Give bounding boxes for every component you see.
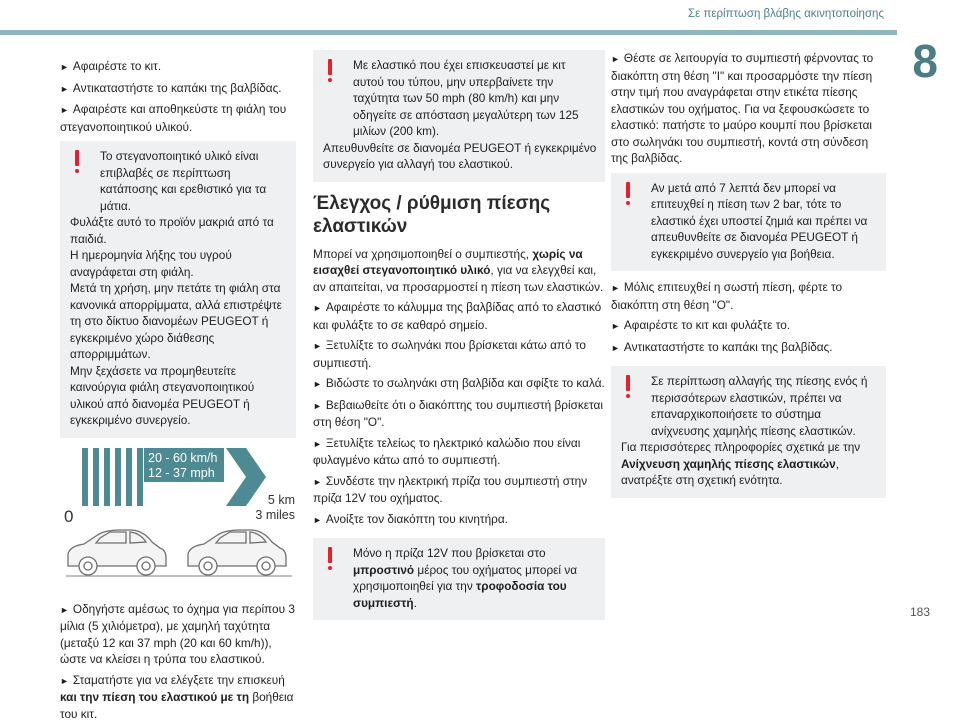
speed-mph-label: 12 - 37 mph bbox=[148, 465, 215, 480]
page-header-title: Σε περίπτωση βλάβης ακινητοποίησης bbox=[687, 8, 884, 20]
chevron-right-icon bbox=[226, 448, 266, 506]
arrow-right-icon: ► bbox=[313, 438, 322, 449]
step-item: ► Σταματήστε για να ελέγξετε την επισκευή και την πίεση του ελαστικού με τη βοήθεια του κιτ. bbox=[60, 672, 294, 721]
speed-kmh-label: 20 - 60 km/h bbox=[148, 450, 218, 465]
arrow-right-icon: ► bbox=[60, 604, 69, 615]
step-item: ► Αντικαταστήστε το καπάκι της βαλβίδας. bbox=[60, 80, 282, 95]
arrow-right-icon: ► bbox=[60, 675, 69, 686]
step-item: ► Ξετυλίξτε το σωληνάκι που βρίσκεται κάτω από το συμπιεστή. bbox=[313, 338, 586, 370]
distance-km-label: 5 km bbox=[267, 492, 295, 507]
drive-illustration bbox=[60, 446, 296, 591]
chapter-number: 8 bbox=[912, 35, 938, 87]
car-icon bbox=[68, 530, 166, 575]
step-item: ► Αφαιρέστε και αποθηκεύστε τη φιάλη του στεγανοποιητικού υλικού. bbox=[60, 102, 287, 134]
warning-box: Με ελαστικό που έχει επισκευαστεί με κιτ αυτού του τύπου, μην υπερβαίνετε την ταχύτητα των 50 mph (80 km/h) και μην οδηγείτε σε απόσταση μεγαλύτερη των 125 μιλίων (200 km). Απευθυνθείτε σε διανομέα PEUGEOT ή εγκεκριμένο συνεργείο για αλλαγή του ελαστικού. bbox=[313, 50, 605, 182]
arrow-right-icon: ► bbox=[313, 379, 322, 389]
section-title: Έλεγχος / ρύθμιση πίεσης ελαστικών bbox=[313, 192, 551, 237]
step-item: ► Θέστε σε λειτουργία το συμπιεστή φέρνοντας το διακόπτη στη θέση "I" και προσαρμόστε την πίεση στην τιμή που αναγράφεται στην ετικέτα πίεσης ελαστικών του οχήματος. Για να ξεφουσκώσετε το ελαστικό: πατήστε το μαύρο κουμπί που βρίσκεται στο σωληνάκι του συμπιεστή, κοντά στη σύνδεση της βαλβίδας. bbox=[611, 51, 874, 165]
speed-bar-icon bbox=[104, 448, 110, 506]
distance-miles-label: 3 miles bbox=[255, 507, 295, 522]
step-item: ► Αντικαταστήστε το καπάκι της βαλβίδας. bbox=[611, 339, 833, 354]
step-item: ► Αφαιρέστε το κιτ και φυλάξτε το. bbox=[611, 318, 791, 332]
speed-bar-icon bbox=[126, 448, 132, 506]
warning-box: Σε περίπτωση αλλαγής της πίεσης ενός ή περισσότερων ελαστικών, πρέπει να επαναρχικοποιήσετε το σύστημα ανίχνευσης χαμηλής πίεσης ελαστικών. Για περισσότερες πληροφορίες σχετικά με την Ανίχνευση χαμηλής πίεσης ελαστικών, ανατρέξτε στη σχετική ενότητα. bbox=[611, 366, 886, 498]
exclamation-icon bbox=[623, 182, 633, 206]
step-item: ► Μόλις επιτευχθεί η σωστή πίεση, φέρτε το διακόπτη στη θέση "O". bbox=[611, 280, 843, 312]
column-1 bbox=[60, 58, 296, 726]
step-item: ► Αφαιρέστε το κιτ. bbox=[60, 59, 162, 73]
exclamation-icon bbox=[325, 547, 335, 571]
warning-box: Αν μετά από 7 λεπτά δεν μπορεί να επιτευχθεί η πίεση των 2 bar, τότε το ελαστικό έχει υποστεί ζημιά και πρέπει να απευθυνθείτε σε διανομέα PEUGEOT ή εγκεκριμένο συνεργείο για βοήθεια. bbox=[611, 173, 886, 272]
step-item: ► Οδηγήστε αμέσως το όχημα για περίπου 3 μίλια (5 χιλιόμετρα), με χαμηλή ταχύτητα (μεταξύ 12 και 37 mph (20 και 60 km/h)), ώστε να κλείσει η τρύπα του ελαστικού. bbox=[60, 601, 295, 666]
step-item: ► Αφαιρέστε το κάλυμμα της βαλβίδας από το ελαστικό και φυλάξτε το σε καθαρό σημείο. bbox=[313, 300, 602, 332]
column-2 bbox=[313, 50, 605, 628]
intro-paragraph: Μπορεί να χρησιμοποιηθεί ο συμπιεστής, χωρίς να εισαχθεί στεγανοποιητικό υλικό, για να ελεγχθεί και, αν απαιτείται, να προσαρμοστεί η πίεση των ελαστικών. bbox=[313, 246, 604, 294]
start-distance-label: 0 bbox=[64, 506, 74, 526]
column-3 bbox=[611, 50, 886, 506]
page-number: 183 bbox=[909, 605, 930, 619]
exclamation-icon bbox=[325, 59, 335, 83]
arrow-right-icon: ► bbox=[313, 400, 322, 411]
arrow-right-icon: ► bbox=[313, 341, 322, 351]
exclamation-icon bbox=[623, 375, 633, 399]
step-item: ► Ανοίξτε τον διακόπτη του κινητήρα. bbox=[313, 511, 508, 526]
speed-bar-icon bbox=[82, 448, 88, 506]
car-icon bbox=[188, 530, 286, 575]
step-item: ► Ξετυλίξτε τελείως το ηλεκτρικό καλώδιο που είναι φυλαγμένο κάτω από το συμπιεστή. bbox=[313, 435, 581, 467]
warning-box: Μόνο η πρίζα 12V που βρίσκεται στο μπροστινό μέρος του οχήματος μπορεί να χρησιμοποιηθεί για την τροφοδοσία του συμπιεστή. bbox=[313, 538, 605, 620]
step-item: ► Συνδέστε την ηλεκτρική πρίζα του συμπιεστή στην πρίζα 12V του οχήματος. bbox=[313, 473, 588, 505]
arrow-right-icon: ► bbox=[60, 62, 69, 72]
header-rule bbox=[0, 30, 897, 35]
drive-illustration-svg bbox=[60, 446, 296, 591]
arrow-right-icon: ► bbox=[313, 514, 322, 525]
arrow-right-icon: ► bbox=[611, 342, 620, 353]
exclamation-icon bbox=[72, 150, 82, 174]
step-item: ► Βεβαιωθείτε ότι ο διακόπτης του συμπιεστή βρίσκεται στη θέση "O". bbox=[313, 397, 603, 429]
step-item: ► Βιδώστε το σωληνάκι στη βαλβίδα και σφίξτε το καλά. bbox=[313, 376, 605, 390]
arrow-right-icon: ► bbox=[611, 283, 620, 293]
arrow-right-icon: ► bbox=[313, 303, 322, 313]
arrow-right-icon: ► bbox=[313, 476, 322, 487]
speed-bar-icon bbox=[93, 448, 99, 506]
arrow-right-icon: ► bbox=[60, 105, 69, 115]
arrow-right-icon: ► bbox=[611, 54, 620, 64]
speed-bar-icon bbox=[115, 448, 121, 506]
arrow-right-icon: ► bbox=[611, 321, 620, 331]
warning-box: Το στεγανοποιητικό υλικό είναι επιβλαβές σε περίπτωση κατάποσης και ερεθιστικό για τα μάτια. Φυλάξτε αυτό το προϊόν μακριά από τα παιδιά. Η ημερομηνία λήξης του υγρού αναγράφεται στη φιάλη. Μετά τη χρήση, μην πετάτε τη φιάλη στα κανονικά απορρίμματα, αλλά επιστρέψτε τη στο δίκτυο διανομέων PEUGEOT ή εγκεκριμένο χώρο διάθεσης απορριμμάτων. Μην ξεχάσετε να προμηθευτείτε καινούργια φιάλη στεγανοποιητικού υλικού από διανομέα PEUGEOT ή εγκεκριμένο συνεργείο. bbox=[60, 141, 296, 438]
speed-bar-icon bbox=[137, 448, 143, 506]
arrow-right-icon: ► bbox=[60, 83, 69, 94]
